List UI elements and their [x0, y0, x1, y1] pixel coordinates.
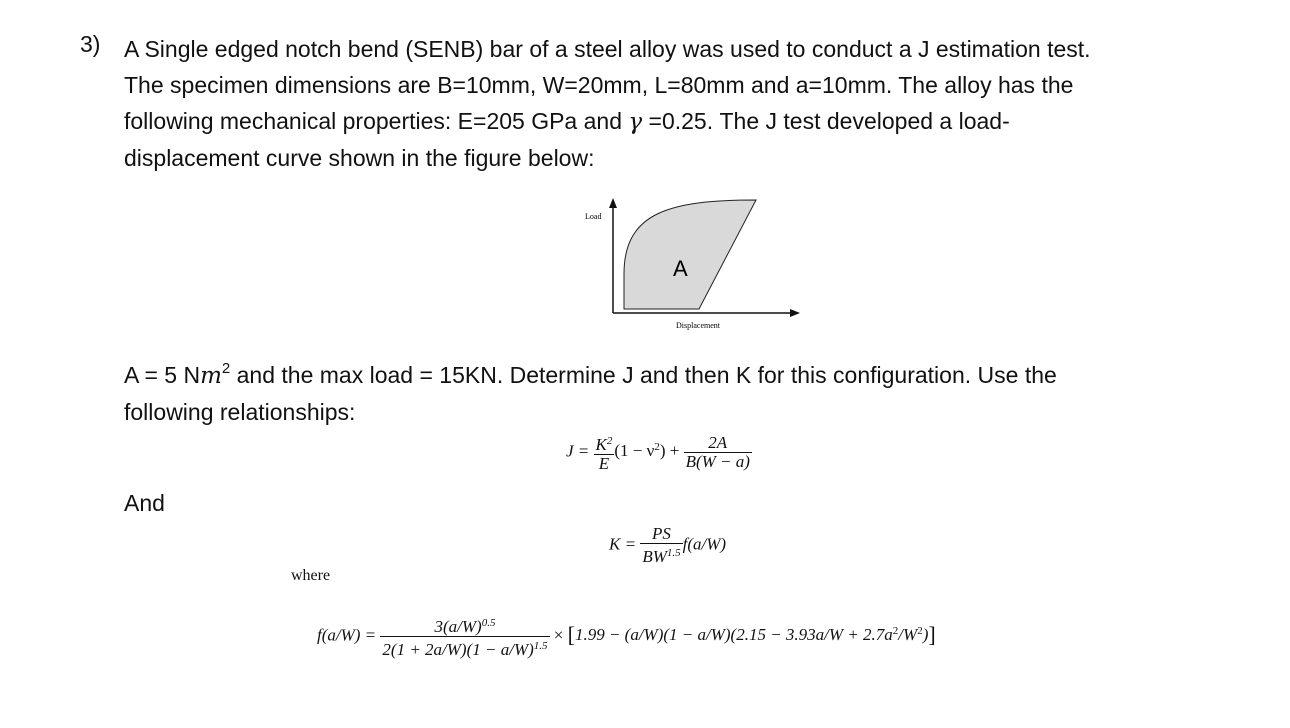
and-label: And	[124, 490, 165, 516]
j-lhs: J =	[566, 441, 590, 461]
line3-pre: following mechanical properties: E=205 GPa and	[124, 108, 629, 134]
k-den: $BW^{1.5}$	[642, 547, 681, 566]
where-label: where	[291, 567, 331, 584]
equation-f	[317, 614, 936, 659]
paragraph-2-line-2: following relationships:	[124, 399, 356, 425]
j-f1-num: $K^2$	[594, 432, 615, 455]
question-number: 3)	[80, 31, 101, 57]
paragraph-2-rest: and the max load = 15KN. Determine J and then K for this configuration. Use the	[230, 362, 1057, 388]
paragraph-2	[124, 357, 1204, 430]
j-fraction-1	[594, 432, 615, 473]
f-bracket-2: /W	[898, 625, 918, 645]
f-bracket-exp-1: 2	[892, 625, 899, 638]
load-displacement-figure	[580, 192, 810, 337]
j-middle: $(1 - \nu^2)$ +	[614, 441, 680, 461]
f-lhs: f(a/W) =	[317, 625, 377, 645]
f-bracket: $[1.99 - (a/W)(1 - a/W)(2.15 - 3.93a/W + 2.7a^2/W^2)]$	[567, 622, 936, 648]
area-a-region	[624, 200, 756, 309]
j-f2-den: B(W − a)	[685, 452, 750, 471]
area-label: A	[673, 256, 688, 281]
y-axis-arrow	[609, 198, 617, 208]
f-bracket-1: 1.99 − (a/W)(1 − a/W)(2.15 − 3.93a/W + 2.7a	[574, 625, 893, 645]
unit-exp: 2	[221, 360, 231, 377]
equation-k	[609, 525, 726, 566]
paragraph-2-line-1	[124, 357, 1204, 394]
f-bracket-exp-2: 2	[917, 625, 923, 638]
j-f1-den: E	[598, 454, 610, 473]
equation-j	[566, 432, 752, 473]
area-value: A = 5 N	[124, 362, 201, 388]
line3-post: =0.25. The J test developed a load-	[642, 108, 1010, 134]
question-line-1: A Single edged notch bend (SENB) bar of a steel alloy was used to conduct a J estimation test.	[124, 36, 1091, 62]
x-axis-label: Displacement	[676, 321, 720, 330]
f-num: $3(a/W)^{0.5}$	[380, 614, 549, 637]
unit-m: m	[200, 363, 222, 389]
k-lhs: K =	[609, 534, 637, 554]
question-line-2: The specimen dimensions are B=10mm, W=20mm, L=80mm and a=10mm. The alloy has the	[124, 72, 1074, 98]
f-den: $2(1 + 2a/W)(1 - a/W)^{1.5}$	[382, 640, 548, 659]
y-axis-label: Load	[585, 212, 602, 221]
question-text	[124, 31, 1204, 176]
k-rhs: f(a/W)	[682, 534, 727, 554]
f-times: ×	[553, 625, 564, 645]
question-line-4: displacement curve shown in the figure below:	[124, 145, 595, 171]
f-bracket-3: )	[922, 625, 929, 645]
j-fraction-2	[684, 434, 752, 471]
x-axis-arrow	[790, 309, 800, 317]
gamma-symbol: γ	[628, 109, 643, 135]
question-line-3	[124, 103, 1204, 140]
k-num: PS	[640, 525, 682, 544]
k-fraction	[640, 525, 682, 566]
j-f2-num: 2A	[684, 434, 752, 453]
f-fraction	[380, 614, 549, 659]
